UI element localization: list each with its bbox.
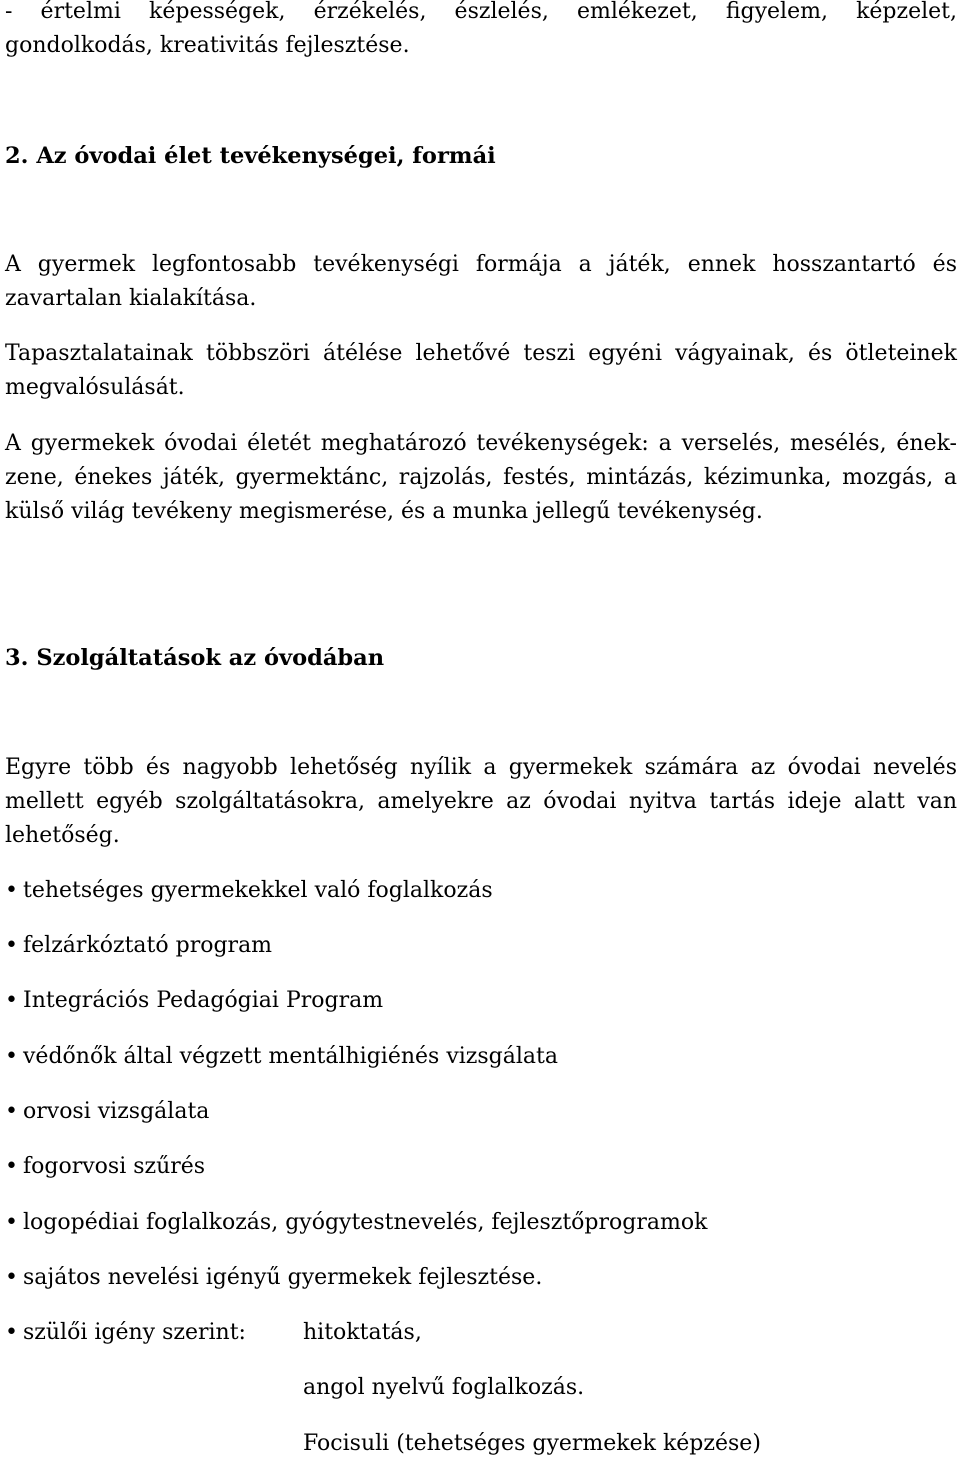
list-item [5, 1261, 957, 1295]
list-item-text: védőnők által végzett mentálhigiénés vizsgálata [23, 1044, 558, 1069]
bullet-icon: • [5, 1210, 18, 1235]
list-item [5, 929, 957, 963]
parent-request-option: angol nyelvű foglalkozás. [303, 1375, 585, 1400]
list-item-text: fogorvosi szűrés [23, 1154, 206, 1179]
list-item [5, 1095, 957, 1129]
bullet-icon: • [5, 933, 18, 958]
section-2-paragraph-2: Tapasztalatainak többszöri átélése lehetővé teszi egyéni vágyainak, és ötleteinek megvalósulását. [5, 341, 957, 400]
list-item-text: Integrációs Pedagógiai Program [23, 988, 384, 1013]
bullet-icon: • [5, 878, 18, 903]
list-item-text: tehetséges gyermekekkel való foglalkozás [23, 878, 493, 903]
bullet-icon: • [5, 1320, 18, 1345]
section-2-paragraph-3: A gyermekek óvodai életét meghatározó tevékenységek: a verselés, mesélés, ének-zene, énekes játék, gyermektánc, rajzolás, festés, mintázás, kézimunka, mozgás, a külső világ tevékeny megismerése, és a munka jellegű tevékenység. [5, 431, 957, 524]
parent-request-option: Focisuli (tehetséges gyermekek képzése) [303, 1431, 761, 1456]
list-item [5, 1206, 957, 1240]
intro-list-item: - értelmi képességek, érzékelés, észlelés, emlékezet, figyelem, képzelet, gondolkodás, kreativitás fejlesztése. [5, 0, 957, 58]
section-2-heading: 2. Az óvodai élet tevékenységei, formái [5, 143, 496, 169]
bullet-icon: • [5, 1154, 18, 1179]
list-item [5, 984, 957, 1018]
bullet-icon: • [5, 988, 18, 1013]
list-item-text: logopédiai foglalkozás, gyógytestnevelés, fejlesztőprogramok [23, 1210, 708, 1235]
parent-request-option: hitoktatás, [303, 1320, 422, 1345]
list-item [5, 1040, 957, 1074]
list-item-text: orvosi vizsgálata [23, 1099, 210, 1124]
section-3-heading: 3. Szolgáltatások az óvodában [5, 645, 385, 671]
bullet-icon: • [5, 1099, 18, 1124]
section-2-paragraph-1: A gyermek legfontosabb tevékenységi formája a játék, ennek hosszantartó és zavartalan kialakítása. [5, 252, 957, 311]
parent-request-item [5, 1316, 957, 1350]
list-item-text: felzárkóztató program [23, 933, 273, 958]
parent-request-label: szülői igény szerint: [23, 1320, 246, 1345]
section-3-paragraph: Egyre több és nagyobb lehetőség nyílik a gyermekek számára az óvodai nevelés mellett egyéb szolgáltatásokra, amelyekre az óvodai nyitva tartás ideje alatt van lehetőség. [5, 755, 957, 848]
list-item-text: sajátos nevelési igényű gyermekek fejlesztése. [23, 1265, 543, 1290]
bullet-icon: • [5, 1265, 18, 1290]
list-item [5, 874, 957, 908]
list-item [5, 1150, 957, 1184]
bullet-icon: • [5, 1044, 18, 1069]
